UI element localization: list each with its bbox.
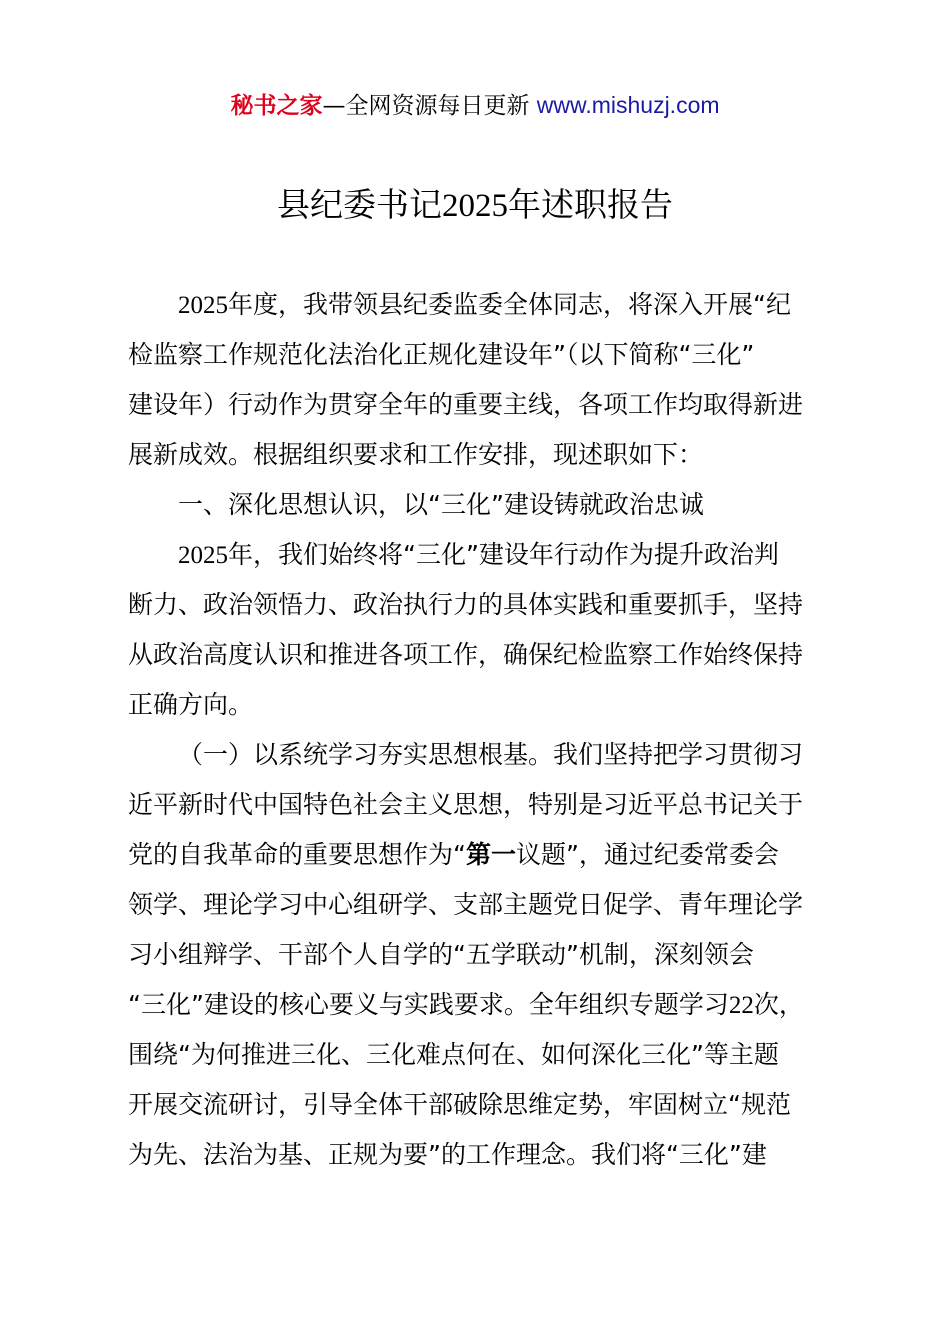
brand-name: 秘书之家	[230, 93, 323, 119]
document-title	[0, 180, 950, 231]
title-suffix: 年述职报告	[508, 185, 673, 224]
line-text: 次，	[753, 990, 804, 1019]
section-heading: 一、深化思想认识，以“三化”建设铸就政治忠诚	[178, 490, 704, 519]
paragraph-line	[128, 830, 828, 880]
line-text: 议题”，通过纪委常委会	[515, 840, 779, 869]
header-tagline: —全网资源每日更新	[322, 93, 537, 119]
year-number: 2025	[178, 542, 228, 569]
paragraph-line	[128, 980, 828, 1030]
paragraph-line: 近平新时代中国特色社会主义思想，特别是习近平总书记关于	[128, 790, 804, 819]
line-text: 党的自我革命的重要思想作为“	[128, 840, 466, 869]
line-text: 年度，我带领县纪委监委全体同志，将深入开展“纪	[228, 290, 791, 319]
count-number: 22	[728, 992, 754, 1019]
document-body	[128, 280, 828, 1180]
paragraph-line: 断力、政治领悟力、政治执行力的具体实践和重要抓手，坚持	[128, 590, 804, 619]
title-prefix: 县纪委书记	[277, 185, 442, 224]
title-year: 2025	[442, 188, 508, 224]
paragraph-line: 建设年）行动作为贯穿全年的重要主线，各项工作均取得新进	[128, 390, 804, 419]
paragraph-line: 开展交流研讨，引导全体干部破除思维定势，牢固树立“规范	[128, 1090, 791, 1119]
site-url-link[interactable]: www.mishuzj.com	[536, 92, 720, 118]
paragraph-line: 检监察工作规范化法治化正规化建设年”（以下简称“三化”	[128, 340, 755, 369]
paragraph-line: （一）以系统学习夯实思想根基。我们坚持把学习贯彻习	[178, 740, 804, 769]
paragraph-line: 从政治高度认识和推进各项工作，确保纪检监察工作始终保持	[128, 640, 804, 669]
paragraph-line: 为先、法治为基、正规为要”的工作理念。我们将“三化”建	[128, 1140, 767, 1169]
year-number: 2025	[178, 292, 228, 319]
bold-text: 第一	[465, 840, 516, 869]
paragraph-line	[128, 530, 828, 580]
paragraph-line: 习小组辩学、干部个人自学的“五学联动”机制，深刻领会	[128, 940, 754, 969]
site-header	[0, 88, 950, 123]
paragraph-line: 围绕“为何推进三化、三化难点何在、如何深化三化”等主题	[128, 1040, 779, 1069]
paragraph-line: 领学、理论学习中心组研学、支部主题党日促学、青年理论学	[128, 890, 804, 919]
line-text: “三化”建设的核心要义与实践要求。全年组织专题学习	[128, 990, 729, 1019]
paragraph-line: 展新成效。根据组织要求和工作安排，现述职如下：	[128, 440, 704, 469]
paragraph-line: 正确方向。	[128, 690, 254, 719]
paragraph-line	[128, 280, 828, 330]
line-text: 年，我们始终将“三化”建设年行动作为提升政治判	[228, 540, 779, 569]
